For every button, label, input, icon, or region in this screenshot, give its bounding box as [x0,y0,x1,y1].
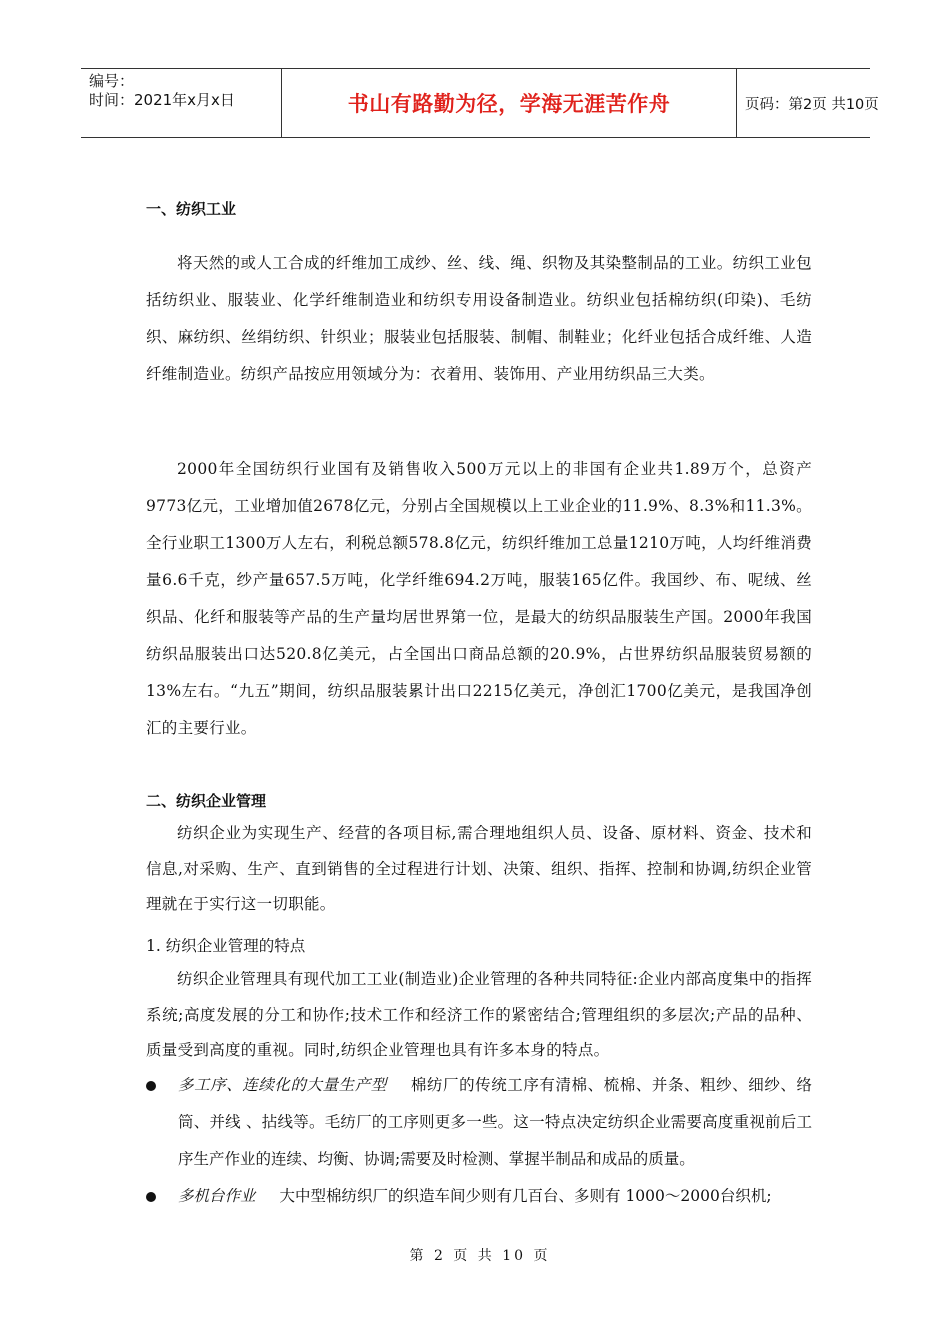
bullet-dot-icon [146,1081,156,1091]
section-1-paragraph-2: 2000年全国纺织行业国有及销售收入500万元以上的非国有企业共1.89万个，总资产9773亿元，工业增加值2678亿元，分别占全国规模以上工业企业的11.9%、8.3%和11.3%。全行业职工1300万人左右，利税总额578.8亿元，纺织纤维加工总量1210万吨，人均纤维消费量6.6千克，纱产量657.5万吨，化学纤维694.2万吨，服装165亿件。我国纱、布、呢绒、丝织品、化纤和服装等产品的生产量均居世界第一位，是最大的纺织品服装生产国。2000年我国纺织品服装出口达520.8亿美元，占全国出口商品总额的20.9%，占世界纺织品服装贸易额的13%左右。“九五”期间，纺织品服装累计出口2215亿美元，净创汇1700亿美元，是我国净创汇的主要行业。 [146,460,812,737]
number-label: 编号： [89,72,135,90]
bullet-item-2 [146,1178,812,1215]
time-label: 时间：2021年x月x日 [89,91,235,109]
bullet-text [178,1067,812,1178]
header-left-cell [81,69,281,137]
header-motto-cell [281,69,737,137]
bullet-body: 大中型棉纺织厂的织造车间少则有几百台、多则有 1000～2000台织机; [279,1187,772,1205]
bullet-body: 棉纺厂的传统工序有清棉、梳棉、并条、粗纱、细纱、络筒、并线 、拈线等。毛纺厂的工序则更多一些。这一特点决定纺织企业需要高度重视前后工序生产作业的连续、均衡、协调;需要及时检测、掌握半制品和成品的质量。 [178,1076,812,1168]
section-1-paragraph-1: 将天然的或人工合成的纤维加工成纱、丝、线、绳、织物及其染整制品的工业。纺织工业包括纺织业、服装业、化学纤维制造业和纺织专用设备制造业。纺织业包括棉纺织(印染)、毛纺织、麻纺织、丝绢纺织、针织业；服装业包括服装、制帽、制鞋业；化纤业包括合成纤维、人造纤维制造业。纺织产品按应用领域分为：衣着用、装饰用、产业用纺织品三大类。 [146,254,812,383]
bullet-term: 多机台作业 [178,1187,256,1205]
motto-text: 书山有路勤为径，学海无涯苦作舟 [347,92,671,116]
bullet-term: 多工序、连续化的大量生产型 [178,1076,387,1094]
section-2-paragraph-2: 纺织企业管理具有现代加工工业(制造业)企业管理的各种共同特征:企业内部高度集中的指挥系统;高度发展的分工和协作;技术工作和经济工作的紧密结合;管理组织的多层次;产品的品种、质量受到高度的重视。同时,纺织企业管理也具有许多本身的特点。 [146,970,812,1059]
section-1-title: 一、纺织工业 [146,200,237,218]
section-2-paragraph-1: 纺织企业为实现生产、经营的各项目标,需合理地组织人员、设备、原材料、资金、技术和信息,对采购、生产、直到销售的全过程进行计划、决策、组织、指挥、控制和协调,纺织企业管理就在于实行这一切职能。 [146,824,812,913]
subsection-title: 1. 纺织企业管理的特点 [146,937,306,955]
page-footer: 第 2 页 共 10 页 [409,1248,551,1264]
bullet-dot-icon [146,1192,156,1202]
bullet-text [178,1178,812,1215]
section-2-title: 二、纺织企业管理 [146,792,267,810]
header-table [81,68,879,138]
page-info: 页码：第2页 共10页 [745,96,879,113]
bullet-item-1 [146,1067,812,1178]
